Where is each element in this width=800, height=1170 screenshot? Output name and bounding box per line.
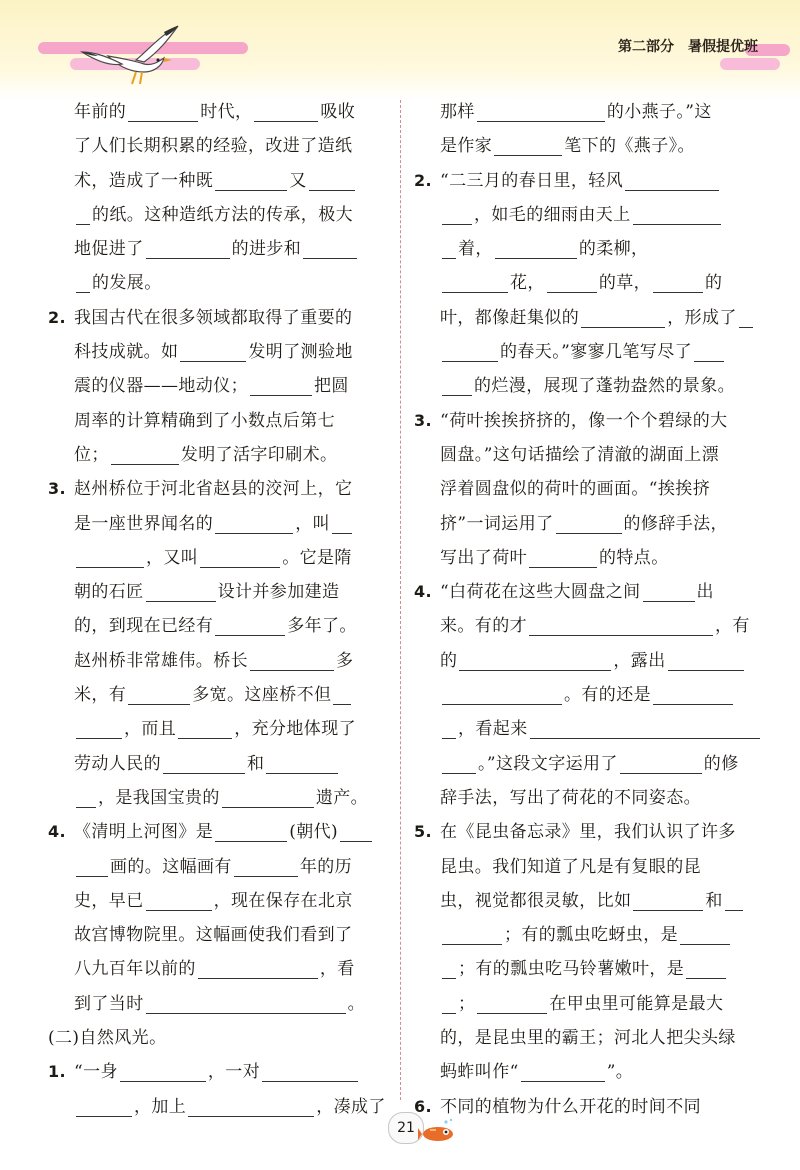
text-segment: 到了当时: [74, 993, 144, 1014]
section-heading: (二)自然风光。: [48, 1028, 167, 1049]
submarine-fish-icon: [418, 1118, 460, 1142]
blank-line[interactable]: [529, 547, 597, 568]
text-line: [48, 438, 390, 472]
blank-line[interactable]: [633, 890, 703, 911]
blank-line[interactable]: [76, 718, 122, 739]
text-segment: ，现在保存在北京: [213, 890, 353, 911]
text-segment: “二三月的春日里，轻风: [440, 170, 624, 191]
text-segment: 和: [705, 890, 723, 911]
text-segment: 时代，: [200, 102, 253, 122]
text-segment: 朝的石匠: [74, 582, 144, 603]
text-segment: “荷叶挨挨挤挤的，像一个个碧绿的大: [440, 410, 728, 431]
text-line: [48, 95, 390, 129]
text-segment: 。: [347, 993, 366, 1014]
pink-stripe: [720, 58, 780, 70]
text-segment: 来。有的才: [440, 616, 527, 637]
text-segment: 的: [440, 650, 458, 671]
text-segment: 发明了测验地: [248, 342, 353, 363]
blank-line[interactable]: [254, 101, 318, 122]
blank-line[interactable]: [332, 513, 352, 534]
text-line: [48, 369, 390, 403]
blank-line[interactable]: [694, 341, 724, 362]
blank-line[interactable]: [680, 924, 730, 945]
blank-line[interactable]: [442, 993, 456, 1014]
text-segment: 设计并参加建造: [217, 582, 340, 603]
text-segment: 年前的: [74, 102, 127, 122]
text-segment: 劳动人民的: [74, 753, 161, 774]
text-segment: ，看起来: [458, 719, 528, 740]
text-segment: 在甲虫里可能算是最大: [549, 993, 724, 1014]
text-line: [414, 472, 760, 506]
text-segment: 浮着圆盘似的荷叶的画面。“挨挨挤: [440, 479, 711, 500]
blank-line[interactable]: [442, 718, 456, 739]
blank-line[interactable]: [442, 272, 508, 293]
blank-line[interactable]: [76, 787, 96, 808]
text-line: [414, 164, 760, 198]
text-line: [48, 575, 390, 609]
blank-line[interactable]: [76, 856, 108, 877]
blank-line[interactable]: [76, 272, 90, 293]
column-divider: [400, 100, 401, 1100]
blank-line[interactable]: [76, 1096, 132, 1117]
text-segment: 吸收: [320, 102, 356, 122]
blank-line[interactable]: [442, 924, 502, 945]
text-line: [414, 850, 760, 884]
text-line: [48, 129, 390, 163]
text-line: [414, 952, 760, 986]
text-segment: 那样: [440, 102, 475, 122]
text-segment: 的修: [703, 753, 739, 774]
blank-line[interactable]: [188, 1096, 314, 1117]
blank-line[interactable]: [146, 993, 346, 1014]
text-segment: 的柔柳，: [578, 239, 649, 260]
blank-line[interactable]: [146, 238, 230, 259]
text-line: [48, 815, 390, 849]
text-segment: 画的。这幅画有: [110, 856, 232, 877]
text-segment: 年的历: [299, 856, 353, 877]
text-segment: ，凑成了: [316, 1096, 386, 1117]
blank-line[interactable]: [725, 890, 743, 911]
text-segment: 赵州桥位于河北省赵县的洨河上，它: [74, 479, 353, 500]
blank-line[interactable]: [633, 204, 721, 225]
text-segment: 发明了活字印刷术。: [180, 444, 338, 465]
text-line: [414, 884, 760, 918]
text-line: [414, 1055, 760, 1089]
text-segment: 辞手法，写出了荷花的不同姿态。: [440, 787, 701, 808]
blank-line[interactable]: [76, 204, 90, 225]
text-segment: 的，是昆虫里的霸王；河北人把尖头绿: [440, 1028, 736, 1049]
text-segment: 是一座世界闻名的: [74, 513, 214, 534]
blank-line[interactable]: [686, 958, 726, 979]
text-segment: 的: [705, 273, 723, 294]
text-segment: 周率的计算精确到了小数点后第七: [74, 410, 335, 431]
text-segment: 的草，: [598, 273, 652, 294]
blank-line[interactable]: [459, 650, 611, 671]
text-line: [414, 781, 760, 815]
text-segment: ，形成了: [667, 307, 737, 328]
text-segment: 蚂蚱叫作“: [440, 1062, 519, 1083]
text-segment: 着，: [458, 239, 493, 260]
blank-line[interactable]: [442, 341, 498, 362]
text-line: [48, 609, 390, 643]
blank-line[interactable]: [643, 581, 695, 602]
text-segment: 把圆: [314, 376, 349, 397]
text-segment: ，一对: [207, 1062, 261, 1083]
blank-line[interactable]: [625, 170, 719, 191]
blank-line[interactable]: [250, 650, 334, 671]
blank-line[interactable]: [120, 1061, 206, 1082]
text-segment: 遗产。: [315, 787, 369, 808]
question-number: 5.: [414, 822, 433, 842]
text-line: [48, 678, 390, 712]
text-line: [414, 266, 760, 300]
blank-line[interactable]: [76, 547, 144, 568]
blank-line[interactable]: [146, 890, 212, 911]
text-line: [414, 507, 760, 541]
text-segment: (朝代): [289, 822, 339, 843]
text-segment: 花，: [510, 273, 545, 294]
text-line: [414, 541, 760, 575]
left-column: [48, 95, 390, 1124]
text-line: [48, 404, 390, 438]
blank-line[interactable]: [250, 375, 312, 396]
text-segment: 叶，都像赶集似的: [440, 307, 580, 328]
text-segment: 的小燕子。”这: [606, 102, 712, 122]
blank-line[interactable]: [309, 170, 355, 191]
text-segment: 的进步和: [231, 239, 302, 260]
text-line: [414, 232, 760, 266]
blank-line[interactable]: [215, 170, 287, 191]
text-segment: 挤”一词运用了: [440, 513, 554, 534]
text-segment: 昆虫。我们知道了凡是有复眼的昆: [440, 856, 701, 877]
text-segment: ”。: [606, 1062, 634, 1083]
text-segment: 。”这段文字运用了: [478, 753, 618, 774]
blank-line[interactable]: [266, 753, 338, 774]
text-line: [414, 678, 760, 712]
text-segment: ；: [458, 993, 476, 1014]
text-segment: ，看: [319, 959, 355, 980]
text-segment: ，露出: [613, 650, 666, 671]
text-segment: 多: [336, 650, 354, 671]
blank-line[interactable]: [581, 307, 665, 328]
text-segment: ，而且: [124, 719, 177, 740]
page-number: 21: [388, 1112, 424, 1144]
text-line: [414, 712, 760, 746]
text-segment: “一身: [74, 1062, 118, 1083]
text-segment: 在《昆虫备忘录》里，我们认识了许多: [440, 822, 736, 843]
blank-line[interactable]: [556, 513, 622, 534]
text-line: [414, 369, 760, 403]
text-segment: ，又叫: [146, 547, 199, 568]
text-segment: ，充分地体现了: [234, 719, 357, 740]
text-line: [414, 609, 760, 643]
blank-line[interactable]: [653, 272, 703, 293]
page-header-title: 第二部分 暑假提优班: [618, 39, 758, 55]
text-segment: 米，有: [74, 685, 127, 706]
blank-line[interactable]: [128, 101, 198, 122]
text-line: [48, 266, 390, 300]
text-line: [48, 712, 390, 746]
question-number: 1.: [48, 1062, 67, 1082]
text-segment: “白荷花在这些大圆盘之间: [440, 582, 641, 603]
blank-line[interactable]: [442, 238, 456, 259]
text-segment: 的烂漫，展现了蓬勃盎然的景象。: [474, 376, 735, 397]
text-line: [48, 644, 390, 678]
text-segment: ；有的瓢虫吃马铃薯嫩叶，是: [458, 959, 685, 980]
text-line: [414, 987, 760, 1021]
text-segment: 和: [247, 753, 265, 774]
blank-line[interactable]: [215, 513, 293, 534]
text-segment: 出: [696, 582, 714, 603]
text-line: [48, 987, 390, 1021]
text-segment: 。它是隋: [282, 547, 352, 568]
text-segment: 写出了荷叶: [440, 547, 527, 568]
blank-line[interactable]: [198, 958, 318, 979]
text-segment: 《清明上河图》是: [74, 822, 214, 843]
text-segment: 赵州桥非常雄伟。桥长: [74, 650, 248, 671]
text-line: [414, 95, 760, 129]
text-segment: ，叫: [295, 513, 331, 534]
blank-line[interactable]: [215, 821, 287, 842]
text-line: [48, 747, 390, 781]
text-line: [48, 541, 390, 575]
blank-line[interactable]: [530, 718, 760, 739]
right-column: [414, 95, 760, 1124]
text-segment: ；有的瓢虫吃蚜虫，是: [504, 925, 678, 946]
text-segment: 的纸。这种造纸方法的传承，极大: [92, 204, 353, 225]
question-number: 4.: [414, 582, 433, 602]
text-line: [48, 507, 390, 541]
blank-line[interactable]: [739, 307, 753, 328]
blank-line[interactable]: [200, 547, 280, 568]
blank-line[interactable]: [262, 1061, 358, 1082]
text-segment: ，有: [715, 616, 750, 637]
question-number: 3.: [48, 479, 67, 499]
question-number: 2.: [48, 307, 67, 327]
text-line: [48, 301, 390, 335]
text-line: [414, 918, 760, 952]
text-segment: 的春天。”寥寥几笔写尽了: [500, 342, 692, 363]
text-line: [48, 198, 390, 232]
text-segment: 的发展。: [92, 273, 162, 294]
blank-line[interactable]: [178, 718, 232, 739]
text-line: [48, 850, 390, 884]
text-line: [414, 129, 760, 163]
question-number: 3.: [414, 410, 433, 430]
text-line: [414, 747, 760, 781]
text-segment: 故宫博物院里。这幅画使我们看到了: [74, 925, 353, 946]
blank-line[interactable]: [442, 684, 562, 705]
text-line: [48, 164, 390, 198]
text-segment: 圆盘。”这句话描绘了清澈的湖面上漂: [440, 444, 719, 465]
blank-line[interactable]: [146, 581, 216, 602]
text-line: [48, 232, 390, 266]
blank-line[interactable]: [529, 615, 713, 636]
text-line: [414, 1021, 760, 1055]
text-segment: ，是我国宝贵的: [98, 787, 220, 808]
blank-line[interactable]: [303, 238, 357, 259]
blank-line[interactable]: [494, 135, 562, 156]
blank-line[interactable]: [668, 650, 744, 671]
text-segment: 了人们长期积累的经验，改进了造纸: [74, 136, 353, 157]
text-segment: 史，早已: [74, 890, 144, 911]
text-line: [414, 438, 760, 472]
blank-line[interactable]: [521, 1061, 605, 1082]
text-line: [414, 198, 760, 232]
text-line: [48, 884, 390, 918]
text-segment: 。有的还是: [564, 685, 651, 706]
text-line: [414, 404, 760, 438]
blank-line[interactable]: [234, 856, 298, 877]
text-segment: ，如毛的细雨由天上: [474, 204, 631, 225]
text-segment: 不同的植物为什么开花的时间不同: [440, 1096, 701, 1117]
blank-line[interactable]: [222, 787, 314, 808]
text-line: [414, 815, 760, 849]
blank-line[interactable]: [163, 753, 245, 774]
blank-line[interactable]: [180, 341, 246, 362]
text-segment: 的特点。: [599, 547, 669, 568]
text-segment: 八九百年以前的: [74, 959, 196, 980]
text-segment: 位；: [74, 444, 109, 465]
question-number: 6.: [414, 1096, 433, 1116]
blank-line[interactable]: [215, 615, 285, 636]
text-segment: 我国古代在很多领域都取得了重要的: [74, 307, 353, 328]
text-segment: ，加上: [134, 1096, 187, 1117]
text-line: [414, 335, 760, 369]
text-segment: 的修辞手法，: [623, 513, 728, 534]
blank-line[interactable]: [477, 101, 605, 122]
blank-line[interactable]: [111, 444, 179, 465]
blank-line[interactable]: [442, 375, 472, 396]
blank-line[interactable]: [653, 684, 733, 705]
text-line: [48, 918, 390, 952]
text-line: [414, 644, 760, 678]
blank-line[interactable]: [442, 204, 472, 225]
blank-line[interactable]: [547, 272, 597, 293]
text-segment: 的，到现在已经有: [74, 616, 214, 637]
blank-line[interactable]: [620, 753, 702, 774]
blank-line[interactable]: [333, 684, 351, 705]
text-line: [48, 1090, 390, 1124]
text-segment: 多年了。: [287, 616, 357, 637]
text-line: [48, 335, 390, 369]
text-segment: 震的仪器——地动仪；: [74, 376, 248, 397]
blank-line[interactable]: [442, 958, 456, 979]
text-line: [414, 1090, 760, 1124]
text-line: [48, 781, 390, 815]
question-number: 2.: [414, 170, 433, 190]
text-segment: 地促进了: [74, 239, 144, 260]
text-segment: 是作家: [440, 136, 493, 157]
text-segment: 多宽。这座桥不但: [192, 685, 332, 706]
text-segment: 虫，视觉都很灵敏，比如: [440, 890, 632, 911]
blank-line[interactable]: [477, 993, 547, 1014]
text-segment: 又: [289, 170, 307, 191]
text-segment: 术，造成了一种既: [74, 170, 214, 191]
blank-line[interactable]: [340, 821, 372, 842]
text-line: [48, 952, 390, 986]
text-line: [48, 472, 390, 506]
seagull-icon: [78, 22, 188, 92]
text-segment: 科技成就。如: [74, 342, 179, 363]
blank-line[interactable]: [442, 753, 476, 774]
text-line: [414, 575, 760, 609]
text-line: [48, 1055, 390, 1089]
question-number: 4.: [48, 822, 67, 842]
text-line: [414, 301, 760, 335]
text-segment: 笔下的《燕子》。: [564, 136, 695, 157]
blank-line[interactable]: [495, 238, 577, 259]
blank-line[interactable]: [128, 684, 190, 705]
